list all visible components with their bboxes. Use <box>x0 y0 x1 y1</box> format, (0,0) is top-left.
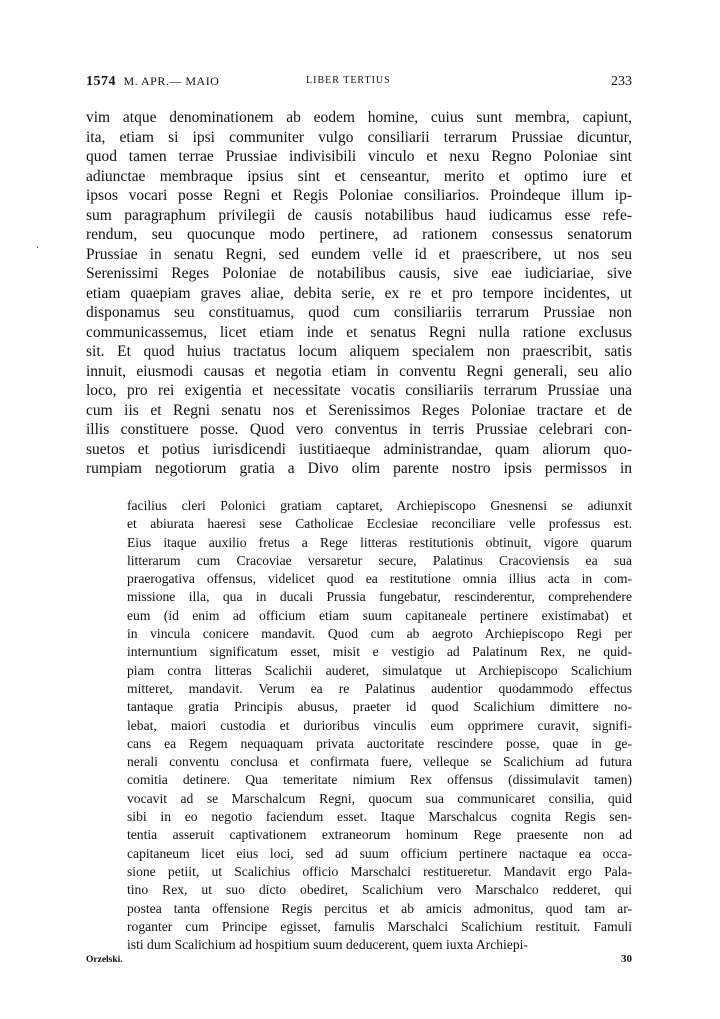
text-line: adiunctae membraque ipsius sint et censeantur, merito et optimo iure et <box>86 167 632 185</box>
running-header <box>86 74 632 92</box>
footnote-line: in vincula conicere mandavit. Quod cum ab aegroto Archiepiscopo Regi per <box>127 626 632 642</box>
header-date <box>86 74 219 90</box>
text-line: suetos et potius iurisdicendi iustitiaeque administrandae, quam aliorum quo- <box>86 440 632 458</box>
footnote-line: sione petiit, ut Scalichius officio Marschalci restitueretur. Mandavit ergo Pala- <box>127 863 632 879</box>
footnote-text-block <box>127 497 632 954</box>
text-line: sum paragraphum privilegii de causis notabilibus haud iudicamus esse refe- <box>86 206 632 224</box>
main-text-block <box>86 108 632 479</box>
header-title: LIBER TERTIUS <box>306 75 391 86</box>
footnote-line: facilius cleri Polonici gratiam captaret, Archiepiscopo Gnesnensi se adiunxit <box>127 498 632 513</box>
footer-author: Orzelski. <box>86 955 123 965</box>
text-line: Serenissimi Reges Poloniae de notabilibus causis, sive eae iudiciariae, sive <box>86 265 632 282</box>
text-line: cum iis et Regni senatu nos et Serenissimos Reges Poloniae tractare et de <box>86 401 632 419</box>
footnote-line: roganter cum Principe egisset, famulis Marschalci Scalichium restituit. Famuli <box>127 918 632 934</box>
text-line: Prussiae in senatu Regni, sed eundem velle id et praescribere, ut nos seu <box>86 245 632 263</box>
footnote-line: isti dum Scalichium ad hospitium suum deducerent, quem iuxta Archiepi- <box>127 937 528 953</box>
page-number: 233 <box>611 74 632 89</box>
footnote-line: Eius itaque auxilio fretus a Rege litteras restitutionis obtinuit, vigore quarum <box>127 534 632 550</box>
text-line: rendum, seu quocunque modo pertinere, ad rationem consessus senatorum <box>86 226 632 243</box>
text-line: ita, etiam si ipsi communiter vulgo consiliarii terrarum Prussiae dicuntur, <box>86 128 632 146</box>
footnote-line: tino Rex, ut suo dicto obediret, Scalichium vero Marschalco redderet, qui <box>127 882 632 898</box>
text-line: illis constituere posse. Quod vero conventus in terris Prussiae celebrari con- <box>86 421 632 438</box>
footnote-line: nerali conventu conclusa et confirmata fuere, velleque se Scalichium ad futura <box>127 754 632 770</box>
footnote-line: capitaneum licet eius loci, sed ad suum officium pertinere nactaque ea occa- <box>127 845 632 861</box>
text-line: vim atque denominationem ab eodem homine, cuius sunt membra, capiunt, <box>86 109 632 126</box>
text-line: innuit, eiusmodi causas et negotia etiam in conventu Regni generali, seu alio <box>86 362 632 380</box>
footnote-line: piam contra litteras Scalichii auderet, simulatque ut Archiepiscopo Scalichium <box>127 662 632 678</box>
footer-signature: 30 <box>621 953 632 965</box>
header-year: 1574 <box>86 74 116 89</box>
footnote-line: mitteret, mandavit. Verum ea re Palatinus audentior quodammodo effectus <box>127 680 632 696</box>
text-line: communicassemus, licet etiam inde et senatus Regni nulla ratione exclusus <box>86 323 632 341</box>
footnote-line: eum (id enim ad officium etiam suum capitaneale pertinere existimabat) et <box>127 607 632 623</box>
footnote-line: missione illa, qua in ducali Prussia fungebatur, rescinderentur, comprehendere <box>127 589 632 605</box>
footnote-line: sibi in eo negotio faciendum esset. Itaque Marschalcus cognita Regis sen- <box>127 809 632 825</box>
footnote-line: cans ea Regem nequaquam privata auctoritate rescindere posse, quae in ge- <box>127 735 632 751</box>
text-line: etiam quaepiam graves aliae, debita serie, ex re et pro tempore incidentes, ut <box>86 284 632 302</box>
text-line: sit. Et quod huius tractatus locum aliquem specialem non praescribit, satis <box>86 343 632 360</box>
text-line: loco, pro rei exigentia et necessitate vocatis consiliariis terrarum Prussiae una <box>86 382 632 399</box>
footnote-line: et abiurata haeresi sese Catholicae Ecclesiae reconciliare velle professus est. <box>127 516 632 532</box>
footnote-line: litterarum cum Cracoviae versaretur secure, Palatinus Cracoviensis ea sua <box>127 552 632 568</box>
footnote-line: vocavit ad se Marschalcum Regni, quocum sua communicaret consilia, quid <box>127 790 632 806</box>
footnote-line: tentia asseruit captivationem extraneorum hominum Rege praesente non ad <box>127 827 632 843</box>
text-line: quod tamen terrae Prussiae indivisibili vinculo et nexu Regno Poloniae sint <box>86 148 632 165</box>
text-line: rumpiam negotiorum gratia a Divo olim parente nostro ipsis permissos in <box>86 460 632 477</box>
footnote-line: lebat, maiori custodia et durioribus vinculis eum opprimere curavit, signifi- <box>127 717 632 733</box>
footnote-line: internuntium significatum esset, misit e vestigio ad Palatinum Rex, ne quid- <box>127 644 632 660</box>
footnote-line: praerogativa offensus, videlicet quod ea restitutione omnia illius acta in com- <box>127 571 632 587</box>
footnote-line: comitia detinere. Qua temeritate nimium Rex offensus (dissimulavit tamen) <box>127 772 632 788</box>
footnote-line: postea tanta offensione Regis percitus et ab amicis admonitus, quod tam ar- <box>127 900 632 916</box>
header-months: M. APR.— MAIO <box>123 74 220 88</box>
margin-mark: . <box>36 240 40 251</box>
text-line: ipsos vocari posse Regni et Regis Poloniae consiliarios. Proindeque illum ip- <box>86 187 632 204</box>
footnote-line: tantaque gratia Principis abusus, praeter id quod Scalichium dimittere no- <box>127 699 632 715</box>
text-line: disponamus seu constituamus, quod cum consiliariis terrarum Prussiae non <box>86 304 632 321</box>
